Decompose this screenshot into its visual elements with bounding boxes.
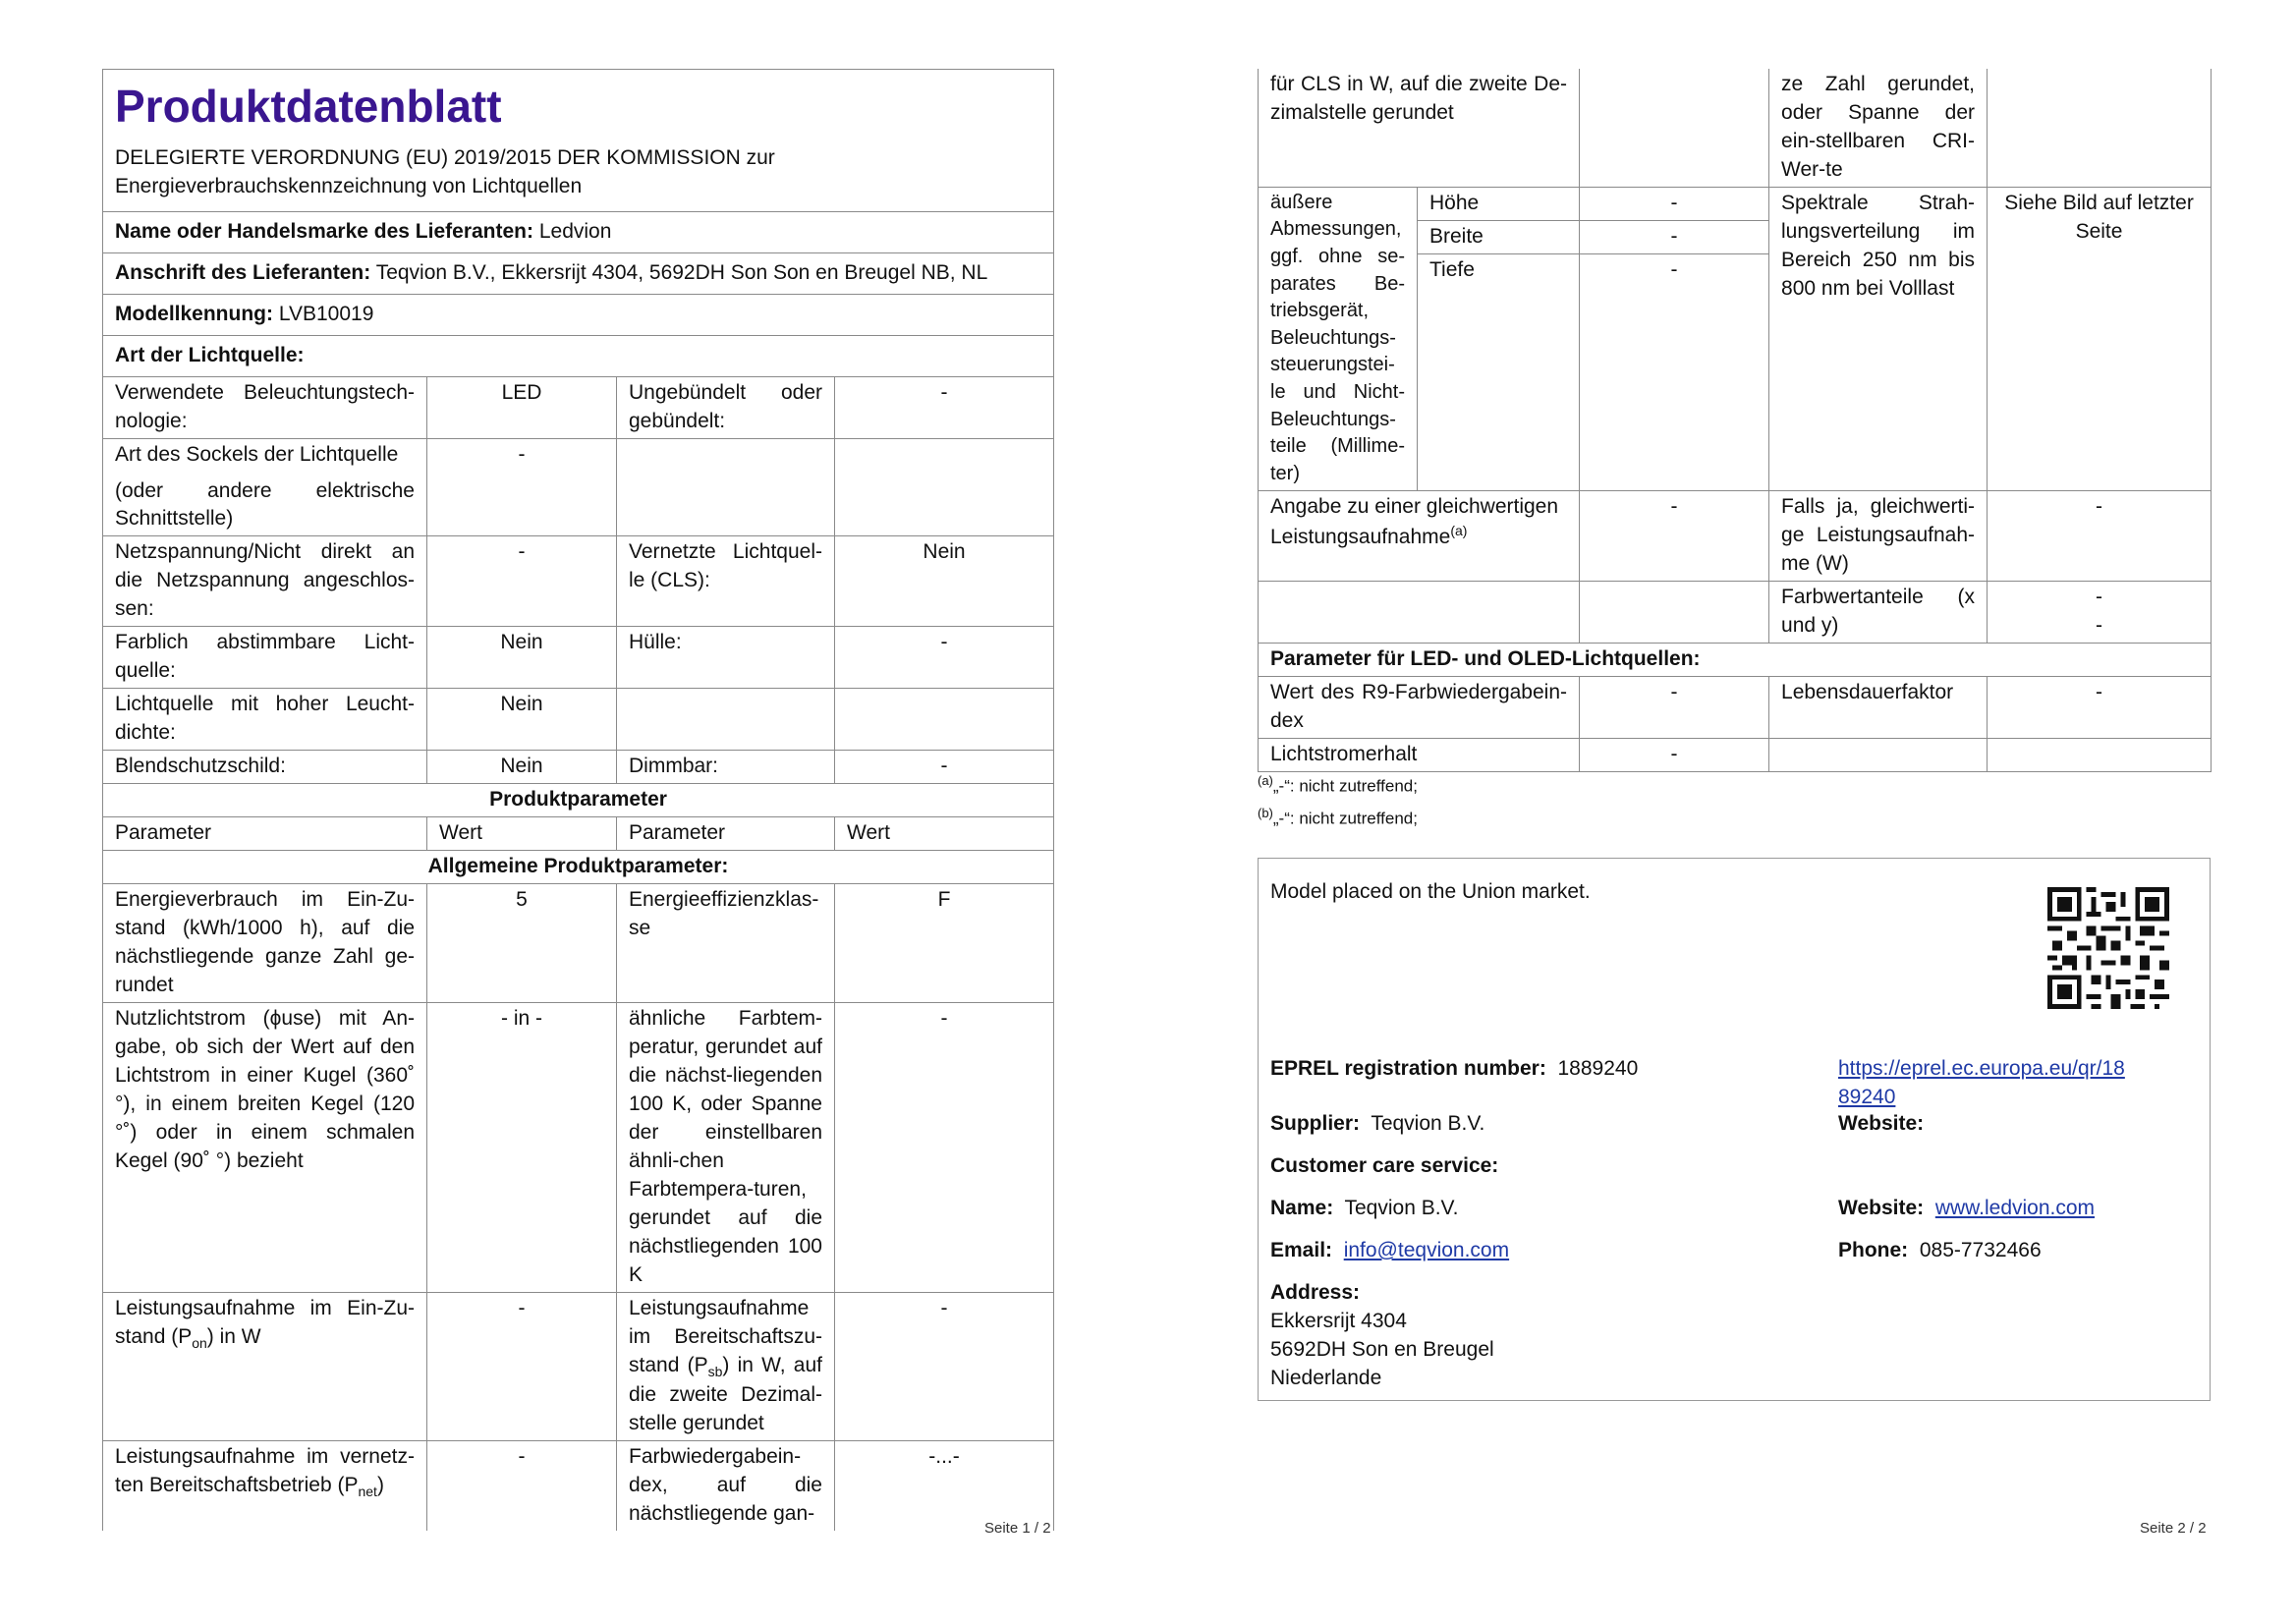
- footnote-b-mark: (b): [1258, 806, 1273, 820]
- care-phone-label: Phone:: [1838, 1239, 1909, 1261]
- footnote-a-mark: (a): [1258, 773, 1273, 788]
- param-cell: ähnliche Farbtem-peratur, gerundet auf die nächst-liegenden 100 K, oder Spanne der einstellbaren ähnli-chen Farbtempera-turen, gerundet auf die nächstliegenden 100 K: [617, 1002, 835, 1292]
- general-params-heading: Allgemeine Produktparameter:: [103, 851, 1054, 884]
- footnote-a: [1258, 772, 1418, 798]
- website-line: [1838, 1110, 1924, 1139]
- value-cell: -: [427, 1441, 617, 1531]
- column-header-row: [103, 817, 1054, 851]
- table-row: [103, 884, 1054, 1003]
- param-cell: [103, 1441, 427, 1531]
- value-cell: Nein: [427, 689, 617, 751]
- table-row: [103, 376, 1054, 438]
- table-row: [103, 1292, 1054, 1440]
- param-cell: für CLS in W, auf die zweite De-zimalstelle gerundet: [1259, 69, 1580, 187]
- eprel-registration-value: 1889240: [1557, 1057, 1639, 1080]
- care-website-link[interactable]: www.ledvion.com: [1934, 1197, 2096, 1219]
- regulation-text: DELEGIERTE VERORDNUNG (EU) 2019/2015 DER KOMMISSION zur Energieverbrauchskennzeichnung von Lichtquellen: [115, 145, 775, 197]
- supplier-address-label: Anschrift des Lieferanten:: [115, 260, 371, 284]
- param-cell: Wert des R9-Farbwiedergabein-dex: [1259, 676, 1580, 738]
- eprel-url-line2[interactable]: 89240: [1838, 1085, 1896, 1108]
- equivalent-power-label: Angabe zu einer gleichwertigen Leistungsaufnahme: [1270, 494, 1559, 548]
- supplier-value: Teqvion B.V.: [1371, 1112, 1485, 1135]
- table-row: [103, 627, 1054, 689]
- value-cell: -: [835, 1292, 1054, 1440]
- param-cell: Lebensdauerfaktor: [1769, 676, 1988, 738]
- eprel-registration-label: EPREL registration number:: [1270, 1057, 1546, 1080]
- value-cell: [835, 689, 1054, 751]
- column-header: Wert: [835, 817, 1054, 851]
- supplier-name-row: [103, 211, 1054, 252]
- table-row: [103, 1002, 1054, 1292]
- value-cell: -: [835, 376, 1054, 438]
- param-cell: ze Zahl gerundet, oder Spanne der ein-stellbaren CRI-Wer-te: [1769, 69, 1988, 187]
- table-row: [1259, 187, 2212, 220]
- product-params-heading: Produktparameter: [103, 784, 1054, 817]
- table-row: [1259, 581, 2212, 643]
- column-header: Parameter: [103, 817, 427, 851]
- value-cell: Nein: [835, 536, 1054, 627]
- dim-value: -: [1580, 253, 1769, 490]
- care-address-label: Address:: [1270, 1281, 1361, 1304]
- param-cell: Farblich abstimmbare Licht-quelle:: [103, 627, 427, 689]
- website-label: Website:: [1838, 1112, 1925, 1135]
- value-cell: [1580, 69, 1769, 187]
- model-label: Modellkennung:: [115, 302, 273, 325]
- footnote-a-text: „-“: nicht zutreffend;: [1272, 776, 1418, 796]
- socket-label-cont: (oder andere elektrische Schnittstelle): [115, 478, 415, 531]
- supplier-address-value: Teqvion B.V., Ekkersrijt 4304, 5692DH Son Son en Breugel NB, NL: [375, 260, 988, 284]
- care-address-line2: 5692DH Son en Breugel: [1270, 1337, 1494, 1361]
- param-cell: [617, 438, 835, 536]
- value-cell: Nein: [427, 627, 617, 689]
- care-name-label: Name:: [1270, 1197, 1334, 1219]
- dimensions-label: äußere Abmessungen, ggf. ohne se-parates Be-triebsgerät, Beleuchtungs-steuerungstei-le und Nicht-Beleuchtungs-teile (Millime-ter): [1259, 187, 1418, 490]
- value-cell: -: [835, 751, 1054, 784]
- networked-standby-label: Leistungsaufnahme im vernetz-ten Bereitschaftsbetrieb (P: [115, 1445, 415, 1497]
- standby-label: Leistungsaufnahme im Bereitschaftszu-stand (P: [629, 1296, 822, 1376]
- dim-name: Höhe: [1418, 187, 1580, 220]
- value-cell: [1988, 581, 2212, 643]
- param-cell: Netzspannung/Nicht direkt an die Netzspannung angeschlos-sen:: [103, 536, 427, 627]
- chroma-y-value: -: [2096, 613, 2103, 637]
- value-cell: 5: [427, 884, 617, 1003]
- param-cell: Lichtstromerhalt: [1259, 738, 1580, 771]
- spectral-value: Siehe Bild auf letzter Seite: [1988, 187, 2212, 490]
- param-cell: Energieverbrauch im Ein-Zu-stand (kWh/1000 h), auf die nächstliegende ganze Zahl ge-rundet: [103, 884, 427, 1003]
- value-cell: -: [835, 1002, 1054, 1292]
- model-value: LVB10019: [278, 302, 374, 325]
- column-header: Parameter: [617, 817, 835, 851]
- value-cell: - in -: [427, 1002, 617, 1292]
- param-cell: [103, 438, 427, 536]
- dim-value: -: [1580, 187, 1769, 220]
- supplier-address-row: [103, 252, 1054, 294]
- param-cell: Blendschutzschild:: [103, 751, 427, 784]
- table-row: [103, 536, 1054, 627]
- dim-value: -: [1580, 220, 1769, 253]
- dim-name: Tiefe: [1418, 253, 1580, 490]
- param-cell: [617, 1292, 835, 1440]
- product-data-table-page1: [102, 69, 1054, 1531]
- param-cell: Vernetzte Lichtquel-le (CLS):: [617, 536, 835, 627]
- care-website-label: Website:: [1838, 1197, 1925, 1219]
- light-source-type-label: Art der Lichtquelle:: [115, 343, 305, 366]
- param-cell: Energieeffizienzklas-se: [617, 884, 835, 1003]
- value-cell: [1988, 738, 2212, 771]
- value-cell: [1580, 581, 1769, 643]
- param-cell: [103, 1292, 427, 1440]
- care-email-link[interactable]: info@teqvion.com: [1343, 1239, 1510, 1261]
- column-header: Wert: [427, 817, 617, 851]
- param-cell: Lichtquelle mit hoher Leucht-dichte:: [103, 689, 427, 751]
- union-market-text: Model placed on the Union market.: [1270, 880, 1591, 903]
- value-cell: [1988, 69, 2212, 187]
- param-cell: Farbwertanteile (x und y): [1769, 581, 1988, 643]
- param-cell: Dimmbar:: [617, 751, 835, 784]
- param-cell: Hülle:: [617, 627, 835, 689]
- value-cell: -...-: [835, 1441, 1054, 1531]
- param-cell: Ungebündelt oder gebündelt:: [617, 376, 835, 438]
- value-cell: [835, 438, 1054, 536]
- value-cell: -: [1580, 738, 1769, 771]
- led-params-heading: Parameter für LED- und OLED-Lichtquellen:: [1259, 643, 2212, 676]
- care-address: [1270, 1279, 1494, 1393]
- page-title: Produktdatenblatt: [115, 81, 502, 132]
- power-on-sub: on: [192, 1334, 207, 1351]
- page-number: Seite 2 / 2: [2140, 1520, 2207, 1537]
- networked-standby-unit: ): [376, 1474, 384, 1497]
- table-row: [103, 438, 1054, 536]
- table-row: [1259, 676, 2212, 738]
- page-number: Seite 1 / 2: [984, 1520, 1051, 1537]
- value-cell: -: [1580, 490, 1769, 581]
- power-on-unit: ) in W: [206, 1324, 261, 1348]
- param-cell: Verwendete Beleuchtungstech-nologie:: [103, 376, 427, 438]
- chroma-x-value: -: [2096, 585, 2103, 608]
- socket-label: Art des Sockels der Lichtquelle: [115, 442, 399, 466]
- networked-standby-sub: net: [358, 1484, 377, 1500]
- param-cell: Farbwiedergabein-dex, auf die nächstliegende gan-: [617, 1441, 835, 1531]
- table-row: [103, 1441, 1054, 1531]
- product-data-table-page2: [1258, 69, 2212, 772]
- table-row: [103, 689, 1054, 751]
- care-website-line: [1838, 1195, 2095, 1223]
- supplier-name-label: Name oder Handelsmarke des Lieferanten:: [115, 219, 533, 243]
- value-cell: -: [427, 536, 617, 627]
- value-cell: LED: [427, 376, 617, 438]
- value-cell: -: [1988, 676, 2212, 738]
- standby-sub: sb: [707, 1363, 723, 1379]
- header-cell: [103, 70, 1054, 212]
- care-phone-line: [1838, 1237, 2042, 1265]
- customer-care-heading: [1270, 1152, 1498, 1181]
- eprel-registration: [1270, 1055, 1638, 1084]
- table-row: [103, 751, 1054, 784]
- standby-unit: ) in W, auf die zweite Dezimal-stelle gerundet: [629, 1353, 822, 1435]
- param-cell: Falls ja, gleichwerti-ge Leistungsaufnah-me (W): [1769, 490, 1988, 581]
- param-cell: [1259, 490, 1580, 581]
- care-name-value: Teqvion B.V.: [1344, 1197, 1459, 1219]
- care-email-line: [1270, 1237, 1509, 1265]
- page-2: [1148, 0, 2296, 1624]
- value-cell: -: [835, 627, 1054, 689]
- param-cell: Nutzlichtstrom (ϕuse) mit An-gabe, ob sich der Wert auf den Lichtstrom in einer Kugel (360˚ °), in einem breiten Kegel (120 °˚) oder in einem schmalen Kegel (90˚ °) bezieht: [103, 1002, 427, 1292]
- eprel-url-line1[interactable]: https://eprel.ec.europa.eu/qr/18: [1838, 1057, 2125, 1080]
- eprel-box: [1258, 858, 2211, 1401]
- value-cell: Nein: [427, 751, 617, 784]
- customer-care-label: Customer care service:: [1270, 1154, 1499, 1177]
- model-row: [103, 294, 1054, 335]
- qr-code-icon[interactable]: [2047, 887, 2169, 1009]
- table-row: [1259, 69, 2212, 187]
- footnote-b: [1258, 805, 1418, 830]
- care-name-line: [1270, 1195, 1458, 1223]
- supplier-name-value: Ledvion: [538, 219, 612, 243]
- power-on-label: Leistungsaufnahme im Ein-Zu-stand (P: [115, 1296, 415, 1348]
- table-row: [1259, 490, 2212, 581]
- param-cell: [1769, 738, 1988, 771]
- eprel-link[interactable]: [1838, 1055, 2125, 1112]
- value-cell: -: [1580, 676, 1769, 738]
- supplier-line: [1270, 1110, 1484, 1139]
- dim-name: Breite: [1418, 220, 1580, 253]
- supplier-label: Supplier:: [1270, 1112, 1361, 1135]
- light-source-type-row: [103, 335, 1054, 376]
- care-address-line3: Niederlande: [1270, 1366, 1382, 1389]
- param-cell: [1259, 581, 1580, 643]
- value-cell: -: [1988, 490, 2212, 581]
- table-row: [1259, 738, 2212, 771]
- value-cell: F: [835, 884, 1054, 1003]
- value-cell: -: [427, 1292, 617, 1440]
- care-phone-value: 085-7732466: [1919, 1239, 2042, 1261]
- spectral-label: Spektrale Strah-lungsverteilung im Bereich 250 nm bis 800 nm bei Volllast: [1769, 187, 1988, 490]
- param-cell: [617, 689, 835, 751]
- value-cell: -: [427, 438, 617, 536]
- care-email-label: Email:: [1270, 1239, 1333, 1261]
- footnote-b-text: „-“: nicht zutreffend;: [1272, 809, 1418, 828]
- equivalent-power-footnote-mark: (a): [1450, 522, 1468, 538]
- care-address-line1: Ekkersrijt 4304: [1270, 1309, 1407, 1332]
